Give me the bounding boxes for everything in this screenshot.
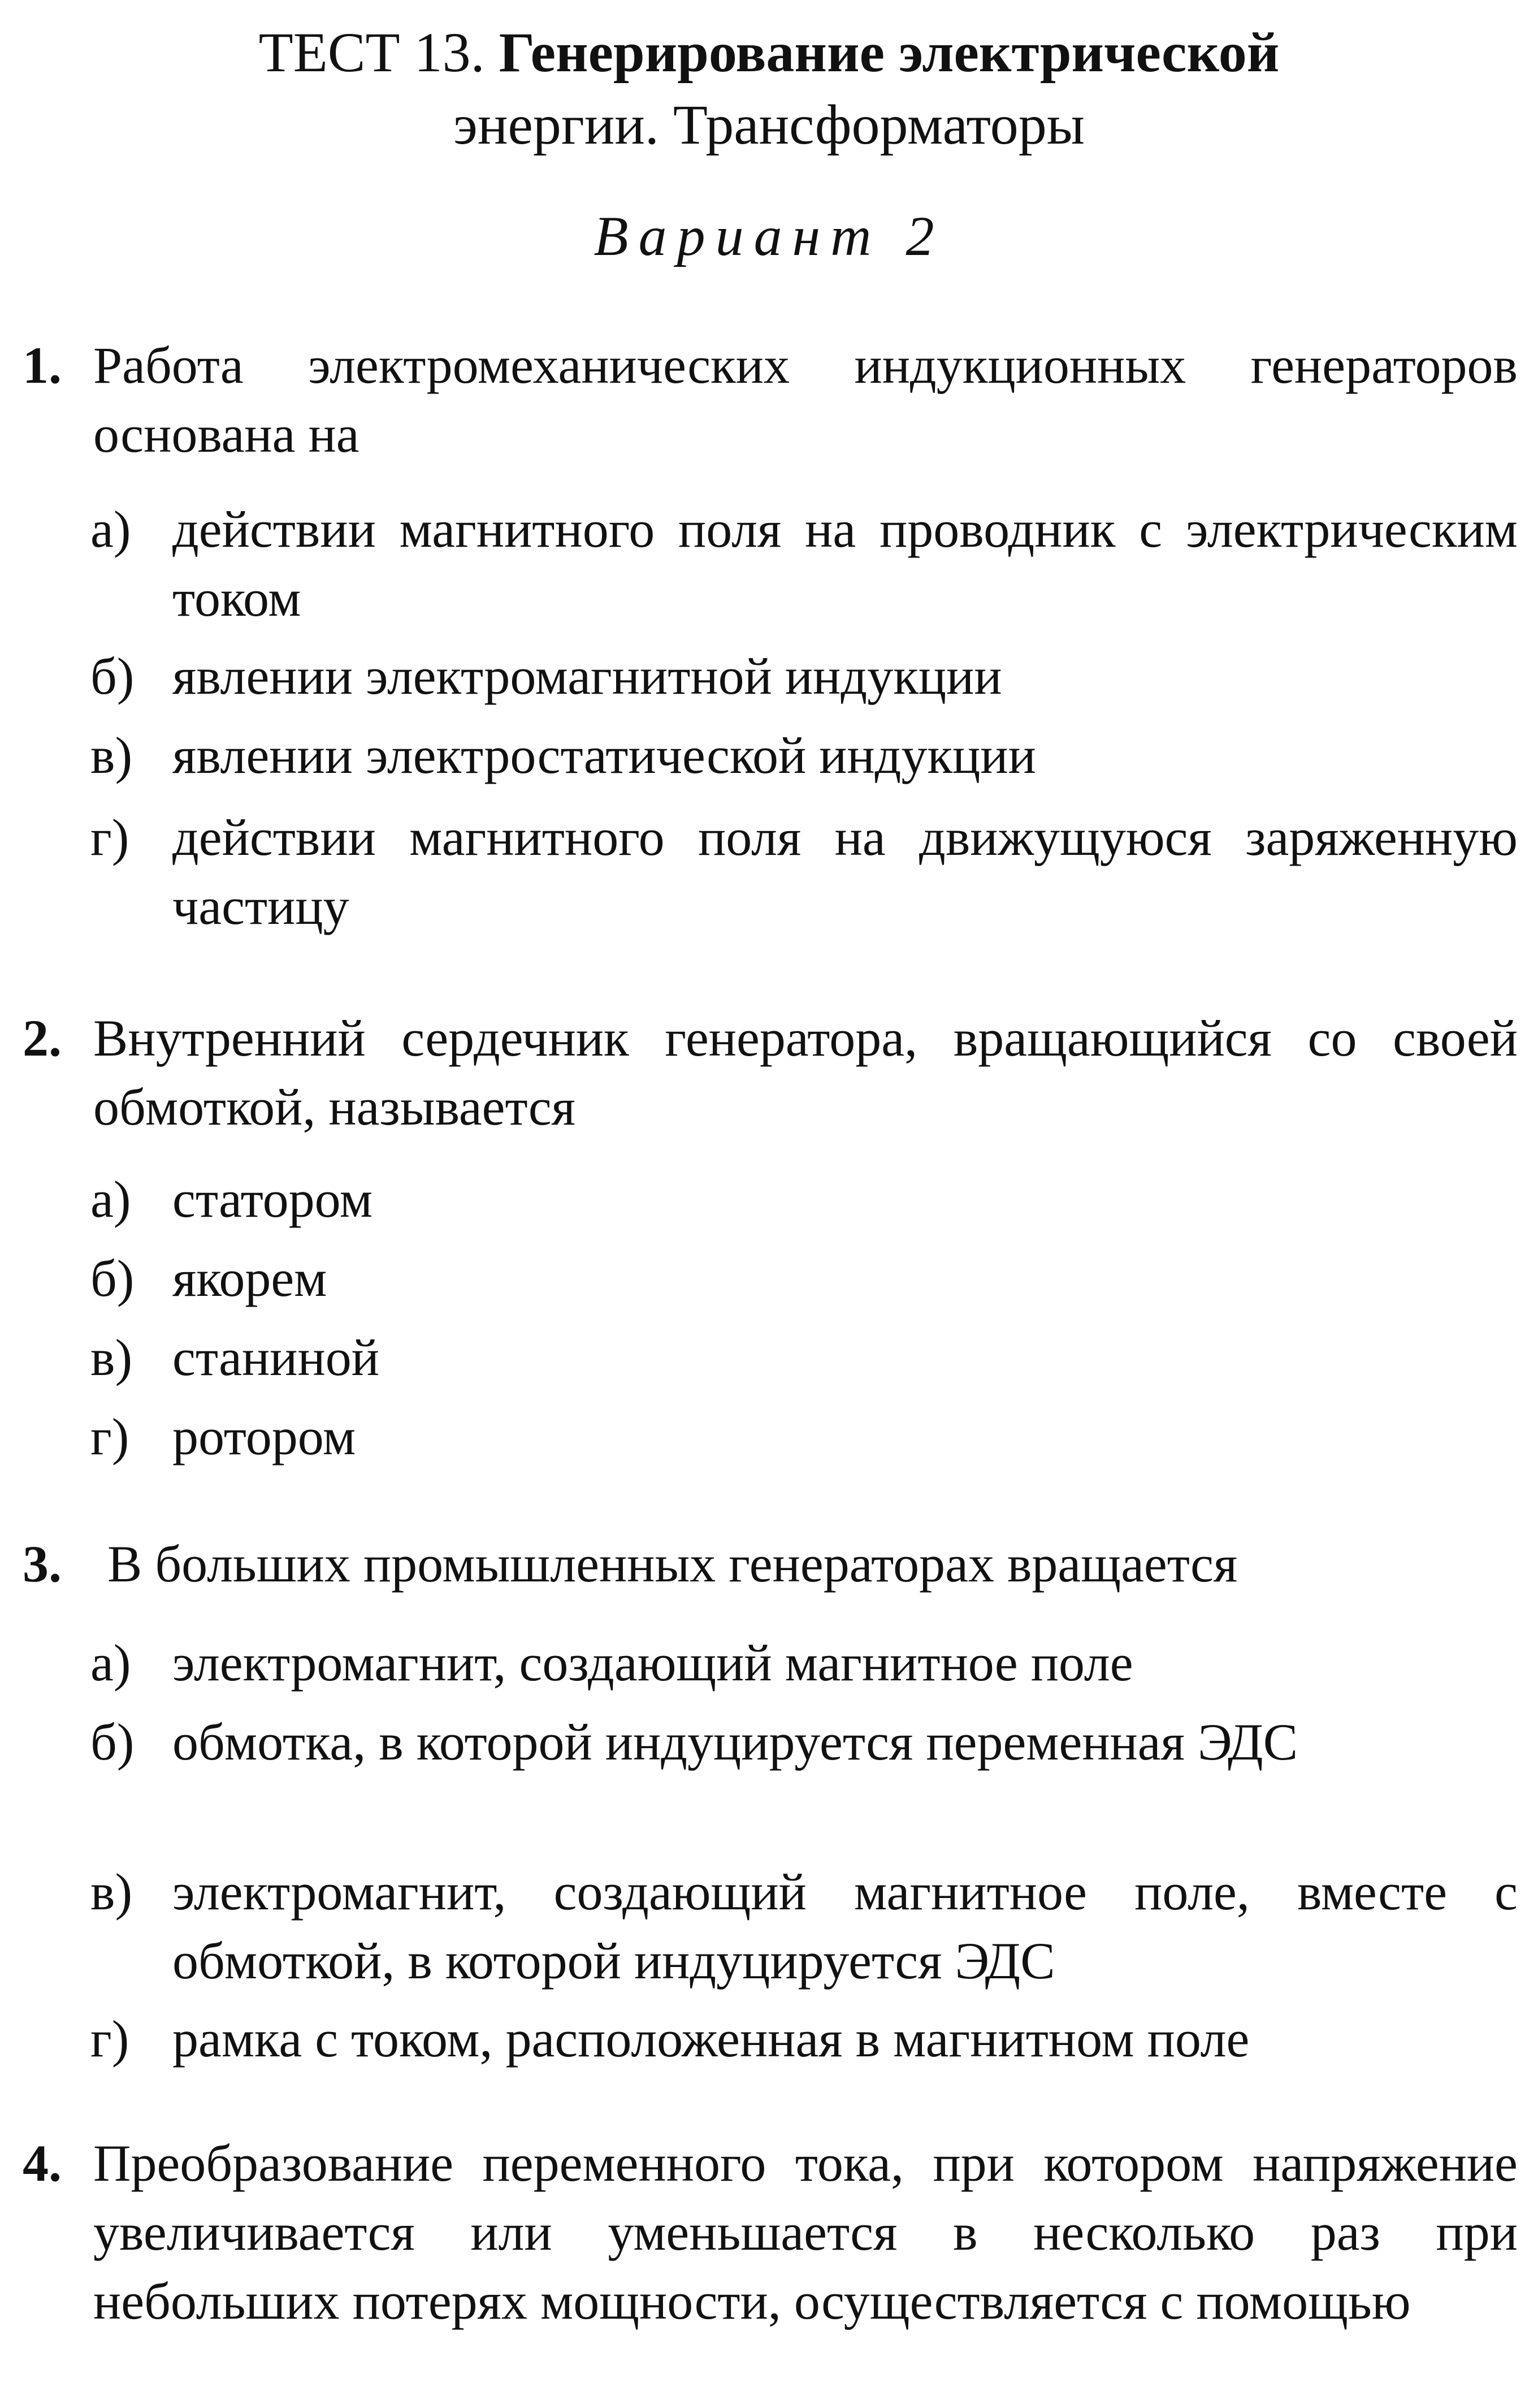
option-text: действии магнитного поля на проводник с электрическим током bbox=[172, 500, 1518, 627]
option-letter: а) bbox=[90, 500, 131, 558]
option-text: электромагнит, создающий магнитное поле bbox=[172, 1634, 1133, 1692]
question-text: Работа электромеханических индукционных генераторов основана на bbox=[93, 336, 1518, 463]
option-letter: б) bbox=[90, 647, 135, 705]
option-letter: г) bbox=[90, 1408, 129, 1465]
option-letter: а) bbox=[90, 1634, 131, 1692]
option-text: рамка с током, расположенная в магнитном поле bbox=[172, 2010, 1250, 2068]
option-letter: в) bbox=[90, 727, 133, 784]
test-label: ТЕСТ 13. bbox=[258, 21, 485, 84]
title-part2: энергии. Трансформаторы bbox=[453, 93, 1085, 156]
question-number: 4. bbox=[23, 2134, 62, 2192]
question-number: 1. bbox=[23, 336, 62, 394]
option-text: якорем bbox=[172, 1250, 327, 1307]
variant-label: Вариант 2 bbox=[593, 205, 945, 267]
option-letter: б) bbox=[90, 1250, 135, 1307]
option-text: электромагнит, создающий магнитное поле, вместе с обмоткой, в которой индуцируется ЭДС bbox=[172, 1863, 1518, 1990]
option-text: обмотка, в которой индуцируется переменная ЭДС bbox=[172, 1713, 1298, 1771]
option-letter: г) bbox=[90, 2010, 129, 2068]
page-title bbox=[0, 17, 1538, 88]
question-number: 2. bbox=[23, 1009, 62, 1067]
question-text: В больших промышленных генераторах вращается bbox=[107, 1535, 1238, 1593]
option-letter: а) bbox=[90, 1170, 131, 1228]
option-text: явлении электромагнитной индукции bbox=[172, 647, 1002, 705]
title-part1: Генерирование электрической bbox=[499, 21, 1280, 84]
option-letter: в) bbox=[90, 1329, 133, 1386]
option-text: ротором bbox=[172, 1408, 356, 1465]
option-text: явлении электростатической индукции bbox=[172, 727, 1036, 784]
option-text: действии магнитного поля на движущуюся заряженную частицу bbox=[172, 809, 1518, 935]
question-number: 3. bbox=[23, 1535, 62, 1593]
question-text: Преобразование переменного тока, при котором напряжение увеличивается или уменьшается в несколько раз при небольших потерях мощности, осуществляется с помощью bbox=[93, 2134, 1518, 2330]
question-text: Внутренний сердечник генератора, вращающийся со своей обмоткой, называется bbox=[93, 1009, 1518, 1136]
option-letter: г) bbox=[90, 809, 129, 866]
option-text: статором bbox=[172, 1170, 373, 1228]
option-text: станиной bbox=[172, 1329, 379, 1386]
option-letter: в) bbox=[90, 1863, 133, 1921]
option-letter: б) bbox=[90, 1713, 135, 1771]
